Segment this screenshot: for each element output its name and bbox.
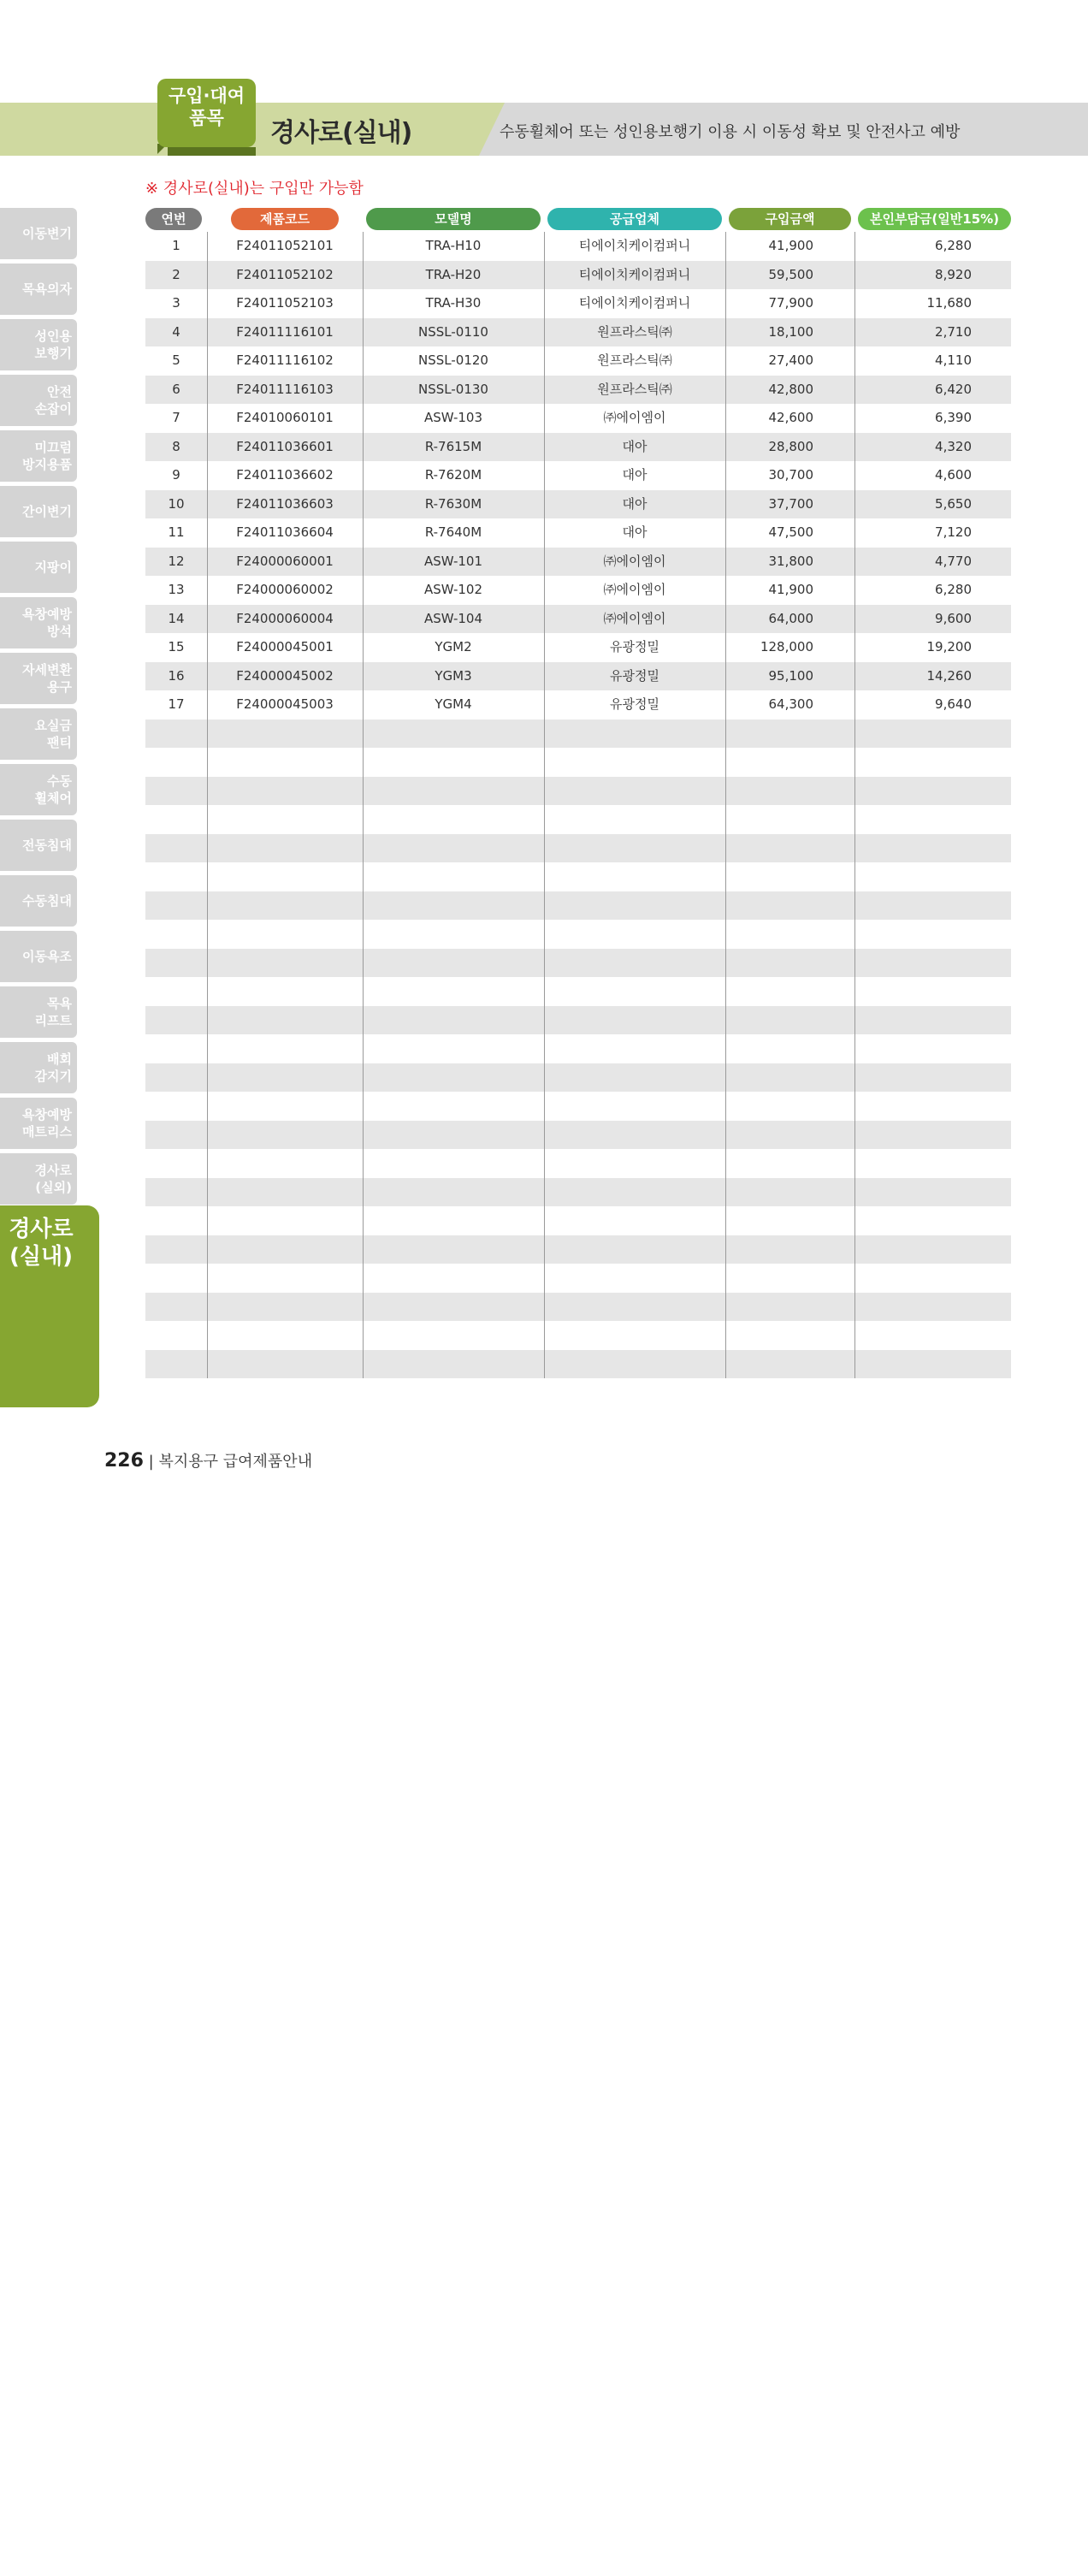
table-cell: 9 — [172, 467, 180, 483]
sidebar-item-line2: 매트리스 — [22, 1124, 72, 1140]
table-cell: 7 — [172, 410, 180, 425]
sidebar-item[interactable] — [0, 820, 77, 871]
table-row — [145, 1149, 1011, 1178]
sidebar-item-label — [22, 837, 72, 854]
table-cell: 티에이치케이컴퍼니 — [578, 238, 691, 253]
table-cell: 6 — [172, 381, 180, 397]
table-row — [145, 777, 1011, 806]
page-footer — [104, 1449, 312, 1472]
table-row — [145, 605, 1011, 634]
table-row — [145, 404, 1011, 433]
table-cell: F24011116101 — [236, 323, 334, 340]
table-header-cell: 모델명 — [366, 208, 541, 230]
table-cell: 16 — [168, 667, 185, 684]
table-cell: F24011036601 — [236, 438, 334, 454]
table-cell: 2,710 — [935, 323, 972, 340]
sidebar-active-line2: (실내) — [9, 1244, 73, 1270]
badge-line2: 품목 — [189, 108, 224, 128]
sidebar-item[interactable] — [0, 597, 77, 648]
table-cell: 4,320 — [935, 438, 972, 454]
sidebar-item-label — [35, 383, 72, 417]
table-cell: R-7640M — [424, 524, 482, 540]
sidebar-item-line2: 용구 — [47, 679, 72, 695]
sidebar-item-active[interactable] — [0, 1205, 99, 1407]
table-cell: ASW-103 — [423, 410, 483, 425]
table-row — [145, 920, 1011, 949]
sidebar-item-label — [22, 948, 72, 965]
table-cell: 2 — [172, 266, 180, 282]
table-cell: 11 — [168, 524, 185, 540]
table-row — [145, 862, 1011, 891]
table-row — [145, 1063, 1011, 1093]
table-header-cell: 공급업체 — [547, 208, 722, 230]
table-row — [145, 690, 1011, 720]
table-row — [145, 518, 1011, 548]
table-cell: F24011052102 — [236, 266, 334, 282]
table-row — [145, 1235, 1011, 1264]
table-cell: 3 — [172, 295, 180, 311]
table-cell: 27,400 — [768, 352, 813, 368]
table-row — [145, 232, 1011, 261]
table-cell: F24000060002 — [236, 582, 334, 597]
table-cell: 유광정밀 — [610, 639, 659, 654]
table-cell: 11,680 — [926, 295, 972, 311]
table-cell: NSSL-0110 — [418, 323, 488, 340]
sidebar-item-label — [35, 1051, 72, 1085]
sidebar-item-label — [35, 328, 72, 362]
table-header-cell: 제품코드 — [231, 208, 339, 230]
table-cell: 128,000 — [760, 639, 813, 654]
table-cell: 대아 — [622, 438, 647, 454]
table-cell: 15 — [168, 639, 185, 654]
table-cell: 4,600 — [935, 467, 972, 483]
sidebar-item-label — [22, 439, 72, 473]
table-row — [145, 433, 1011, 462]
notice-text: ※ 경사로(실내)는 구입만 가능함 — [145, 180, 364, 198]
table-row — [145, 289, 1011, 318]
table-cell: 티에이치케이컴퍼니 — [578, 266, 691, 282]
table-cell: F24000060004 — [236, 610, 334, 626]
table-row — [145, 805, 1011, 834]
sidebar-item-line1: 수동 — [47, 773, 72, 789]
table-cell: ASW-104 — [423, 610, 483, 626]
table-cell: NSSL-0120 — [418, 352, 488, 368]
table-row — [145, 1121, 1011, 1150]
table-row — [145, 490, 1011, 519]
table-row — [145, 261, 1011, 290]
sidebar-item-line2: 방지용품 — [22, 457, 72, 472]
table-cell: 5,650 — [935, 495, 972, 512]
table-cell: 17 — [168, 696, 185, 712]
table-row — [145, 891, 1011, 921]
table-row — [145, 977, 1011, 1006]
table-row — [145, 1293, 1011, 1322]
table-cell: 13 — [168, 582, 185, 597]
table-cell: ㈜에이엠이 — [603, 553, 666, 569]
sidebar-item-line1: 이동욕조 — [22, 949, 72, 964]
table-row — [145, 1264, 1011, 1293]
table-cell: R-7620M — [424, 467, 482, 483]
table-cell: 95,100 — [768, 667, 813, 684]
table-cell: YGM4 — [435, 696, 472, 712]
table-cell: F24010060101 — [236, 410, 334, 425]
table-cell: 7,120 — [935, 524, 972, 540]
table-cell: 원프라스틱㈜ — [597, 381, 672, 397]
table-cell: F24000045002 — [236, 667, 334, 684]
sidebar-item-label — [22, 661, 72, 696]
table-cell: 대아 — [622, 467, 647, 483]
sidebar-item-label — [22, 892, 72, 909]
table-cell: 유광정밀 — [610, 667, 659, 684]
table-cell: 6,420 — [935, 381, 972, 397]
sidebar-item-line2: 팬티 — [47, 735, 72, 750]
sidebar-item[interactable] — [0, 1153, 77, 1205]
table-cell: ㈜에이엠이 — [603, 610, 666, 626]
table-cell: 9,640 — [935, 696, 972, 712]
table-header-cell: 본인부담금(일반15%) — [858, 208, 1011, 230]
table-cell: 4,110 — [935, 352, 972, 368]
table-cell: F24011116102 — [236, 352, 334, 368]
table-row — [145, 548, 1011, 577]
table-cell: 31,800 — [768, 553, 813, 569]
sidebar-item[interactable] — [0, 653, 77, 704]
table-cell: 47,500 — [768, 524, 813, 540]
table-row — [145, 949, 1011, 978]
table-cell: 41,900 — [768, 582, 813, 597]
sidebar-item[interactable] — [0, 264, 77, 315]
sidebar-item-line1: 지팡이 — [34, 560, 72, 575]
sidebar-item[interactable] — [0, 875, 77, 927]
table-row — [145, 461, 1011, 490]
badge-line1: 구입·대여 — [168, 86, 245, 106]
table-row — [145, 1321, 1011, 1350]
sidebar-item[interactable] — [0, 708, 77, 760]
table-cell: TRA-H20 — [425, 266, 482, 282]
table-row — [145, 1006, 1011, 1035]
table-row — [145, 318, 1011, 347]
sidebar-item-line1: 목욕의자 — [22, 281, 72, 297]
table-cell: 64,300 — [768, 696, 813, 712]
sidebar-item[interactable] — [0, 1042, 77, 1093]
page-description: 수동휠체어 또는 성인용보행기 이용 시 이동성 확보 및 안전사고 예방 — [500, 123, 961, 141]
sidebar-item-line1: 수동침대 — [22, 893, 72, 909]
sidebar-item-line2: 휠체어 — [34, 791, 72, 806]
table-row — [145, 748, 1011, 777]
table-header-cell: 연번 — [145, 208, 202, 230]
table-cell: F24000045001 — [236, 639, 334, 654]
sidebar-item-line1: 요실금 — [34, 718, 72, 733]
footer-divider: | — [148, 1453, 154, 1471]
sidebar-item-line2: 보행기 — [34, 346, 72, 361]
sidebar-item[interactable] — [0, 319, 77, 370]
table-row — [145, 834, 1011, 863]
table-row — [145, 576, 1011, 605]
column-divider — [207, 232, 208, 1378]
sidebar-item[interactable] — [0, 430, 77, 482]
sidebar-item[interactable] — [0, 542, 77, 593]
table-cell: ㈜에이엠이 — [603, 410, 666, 425]
table-cell: TRA-H10 — [425, 238, 482, 253]
sidebar-item-label — [22, 503, 72, 520]
table-row — [145, 346, 1011, 376]
page-number: 226 — [104, 1450, 144, 1472]
sidebar-item-label — [22, 281, 72, 298]
sidebar-item-line2: 리프트 — [34, 1013, 72, 1028]
table-cell: ASW-102 — [423, 582, 483, 597]
table-cell: F24011052103 — [236, 295, 334, 311]
table-cell: F24011116103 — [236, 381, 334, 397]
sidebar-item-line1: 욕창예방 — [22, 607, 72, 622]
table-cell: 원프라스틱㈜ — [597, 352, 672, 368]
sidebar-item-line1: 안전 — [47, 384, 72, 400]
table-row — [145, 1178, 1011, 1207]
sidebar-item-line2: 감지기 — [34, 1069, 72, 1084]
sidebar-item[interactable] — [0, 208, 77, 259]
sidebar-item-label — [22, 225, 72, 242]
table-cell: NSSL-0130 — [418, 381, 488, 397]
product-table — [145, 208, 1011, 712]
sidebar-item-label — [35, 717, 72, 751]
table-cell: R-7615M — [424, 438, 482, 454]
table-cell: F24011052101 — [236, 238, 334, 253]
table-row — [145, 1034, 1011, 1063]
table-cell: 30,700 — [768, 467, 813, 483]
table-cell: 4,770 — [935, 553, 972, 569]
table-cell: F24011036604 — [236, 524, 334, 540]
table-row — [145, 376, 1011, 405]
sidebar-item-line1: 이동변기 — [22, 226, 72, 241]
sidebar-item-line1: 전동침대 — [22, 838, 72, 853]
table-row — [145, 1206, 1011, 1235]
table-cell: 9,600 — [935, 610, 972, 626]
table-row — [145, 662, 1011, 691]
sidebar-item[interactable] — [0, 1098, 77, 1149]
sidebar-active-line1: 경사로 — [9, 1217, 74, 1242]
table-cell: 대아 — [622, 524, 647, 540]
table-cell: 1 — [172, 238, 180, 253]
column-divider — [363, 232, 364, 1378]
table-cell: 14 — [168, 610, 185, 626]
sidebar-item[interactable] — [0, 931, 77, 982]
table-cell: F24000045003 — [236, 696, 334, 712]
table-cell: 6,280 — [935, 582, 972, 597]
sidebar-item-label — [35, 1162, 72, 1196]
category-badge — [157, 79, 256, 147]
sidebar-item-line2: 방석 — [47, 624, 72, 639]
sidebar-item[interactable] — [0, 486, 77, 537]
table-cell: 42,600 — [768, 410, 813, 425]
table-cell: 8,920 — [935, 266, 972, 282]
table-cell: ㈜에이엠이 — [603, 582, 666, 597]
sidebar-item-line1: 욕창예방 — [22, 1107, 72, 1122]
table-cell: 12 — [168, 553, 185, 569]
sidebar-item-line1: 성인용 — [34, 329, 72, 344]
table-cell: 5 — [172, 352, 180, 368]
table-cell: 42,800 — [768, 381, 813, 397]
sidebar-item-line2: (실외) — [35, 1180, 72, 1195]
table-cell: 6,390 — [935, 410, 972, 425]
sidebar-item-line1: 자세변환 — [22, 662, 72, 678]
table-header-cell: 구입금액 — [729, 208, 851, 230]
sidebar-item[interactable] — [0, 375, 77, 426]
table-cell: YGM3 — [435, 667, 472, 684]
table-cell: 64,000 — [768, 610, 813, 626]
table-cell: TRA-H30 — [425, 295, 482, 311]
ramp-icon — [21, 2550, 89, 2576]
table-cell: 41,900 — [768, 238, 813, 253]
table-cell: R-7630M — [424, 495, 482, 512]
table-cell: 28,800 — [768, 438, 813, 454]
table-cell: YGM2 — [435, 639, 472, 654]
sidebar-item-label — [22, 1106, 72, 1140]
sidebar-item-label — [22, 606, 72, 640]
table-cell: 37,700 — [768, 495, 813, 512]
table-cell: 4 — [172, 323, 180, 340]
table-cell: 대아 — [622, 495, 647, 512]
table-cell: 18,100 — [768, 323, 813, 340]
table-cell: 59,500 — [768, 266, 813, 282]
sidebar-item[interactable] — [0, 986, 77, 1038]
table-cell: F24011036602 — [236, 467, 334, 483]
sidebar-item[interactable] — [0, 764, 77, 815]
table-body — [145, 232, 1011, 1378]
table-cell: F24011036603 — [236, 495, 334, 512]
table-cell: ASW-101 — [423, 553, 483, 569]
table-cell: 77,900 — [768, 295, 813, 311]
table-row — [145, 633, 1011, 662]
column-divider — [854, 232, 855, 1378]
column-divider — [544, 232, 545, 1378]
sidebar-item-line2: 손잡이 — [34, 401, 72, 417]
column-divider — [725, 232, 726, 1378]
table-cell: 티에이치케이컴퍼니 — [578, 295, 691, 311]
table-cell: F24000060001 — [236, 553, 334, 569]
table-cell: 원프라스틱㈜ — [597, 323, 672, 340]
sidebar-item-line1: 간이변기 — [22, 504, 72, 519]
table-cell: 19,200 — [926, 639, 972, 654]
sidebar-item-label — [35, 773, 72, 807]
sidebar-item-line1: 경사로 — [34, 1163, 72, 1178]
sidebar-item-label — [35, 559, 72, 576]
sidebar-item-label — [35, 995, 72, 1029]
sidebar-item-line1: 미끄럼 — [34, 440, 72, 455]
table-cell: 14,260 — [926, 667, 972, 684]
table-cell: 8 — [172, 438, 180, 454]
table-row — [145, 1350, 1011, 1379]
badge-shadow — [168, 147, 256, 156]
sidebar-item-line1: 목욕 — [47, 996, 72, 1011]
sidebar-item-line1: 배회 — [47, 1051, 72, 1067]
table-row — [145, 720, 1011, 749]
table-cell: 유광정밀 — [610, 696, 659, 712]
footer-text: 복지용구 급여제품안내 — [158, 1453, 313, 1471]
table-cell: 10 — [168, 495, 185, 512]
table-cell: 6,280 — [935, 238, 972, 253]
page-title: 경사로(실내) — [270, 118, 412, 148]
table-row — [145, 1092, 1011, 1121]
table-header-row — [145, 208, 1011, 230]
